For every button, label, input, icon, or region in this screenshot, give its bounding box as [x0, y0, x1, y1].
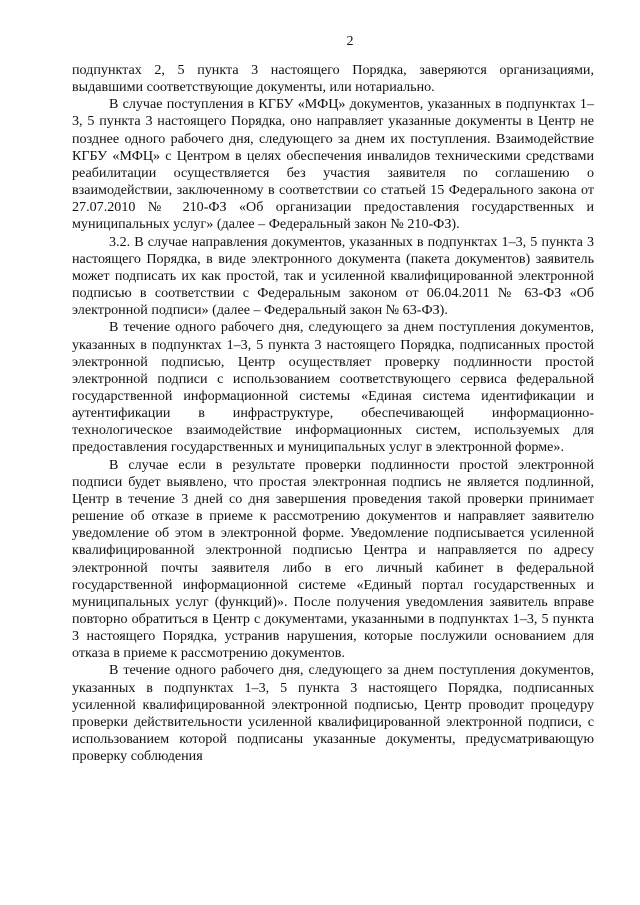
page-number: 2	[346, 34, 354, 49]
paragraph-continuation: подпунктах 2, 5 пункта 3 настоящего Порядка, заверяются организациями, выдавшими соответствующие документы, или нотариально.	[72, 62, 594, 96]
paragraph-qualified-signature-check: В течение одного рабочего дня, следующего за днем поступления документов, указанных в подпунктах 1–3, 5 пункта 3 настоящего Порядка, подписанных усиленной квалифицированной электронной подписью, Центр проводит процедуру проверки действительности усиленной квалифицированной электронной подписи, с использованием которой подписаны указанные документы, предусматривающую проверку соблюдения	[72, 662, 594, 765]
paragraph-3-2-electronic-document: 3.2. В случае направления документов, указанных в подпунктах 1–3, 5 пункта 3 настоящего Порядка, в виде электронного документа (пакета документов) заявитель может подписать их как простой, так и усиленной квалифицированной электронной подписью в соответствии с Федеральным законом от 06.04.2011 № 63-ФЗ «Об электронной подписи» (далее – Федеральный закон № 63-ФЗ).	[72, 233, 594, 319]
paragraph-simple-signature-check: В течение одного рабочего дня, следующего за днем поступления документов, указанных в подпунктах 1–3, 5 пункта 3 настоящего Порядка, подписанных простой электронной подписью, Центр осуществляет проверку подлинности простой электронной подписи с использованием соответствующего сервиса федеральной государственной информационной системы «Единая система идентификации и аутентификации в инфраструктуре, обеспечивающей информационно-технологическое взаимодействие информационных систем, используемых для предоставления государственных и муниципальных услуг в электронной форме».	[72, 319, 594, 456]
paragraph-signature-invalid: В случае если в результате проверки подлинности простой электронной подписи будет выявлено, что простая электронная подпись не является подлинной, Центр в течение 3 дней со дня завершения проведения такой проверки принимает решение об отказе в приеме к рассмотрению документов и направляет заявителю уведомление об этом в электронной форме. Уведомление подписывается усиленной квалифицированной электронной подписью Центра и направляется по адресу электронной почты заявителя либо в его личный кабинет в федеральной государственной информационной системе «Единый портал государственных и муниципальных услуг (функций)». После получения уведомления заявитель вправе повторно обратиться в Центр с документами, указанными в подпунктах 1–3, 5 пункта 3 настоящего Порядка, устранив нарушения, которые послужили основанием для отказа в приеме к рассмотрению документов.	[72, 456, 594, 662]
paragraph-mfc-documents: В случае поступления в КГБУ «МФЦ» документов, указанных в подпунктах 1–3, 5 пункта 3 настоящего Порядка, оно направляет указанные документы в Центр не позднее одного рабочего дня, следующего за днем их поступления. Взаимодействие КГБУ «МФЦ» с Центром в целях обеспечения инвалидов техническими средствами реабилитации осуществляется без участия заявителя по соглашению о взаимодействии, заключенному в соответствии со статьей 15 Федерального закона от 27.07.2010 № 210-ФЗ «Об организации предоставления государственных и муниципальных услуг» (далее – Федеральный закон № 210-ФЗ).	[72, 96, 594, 233]
